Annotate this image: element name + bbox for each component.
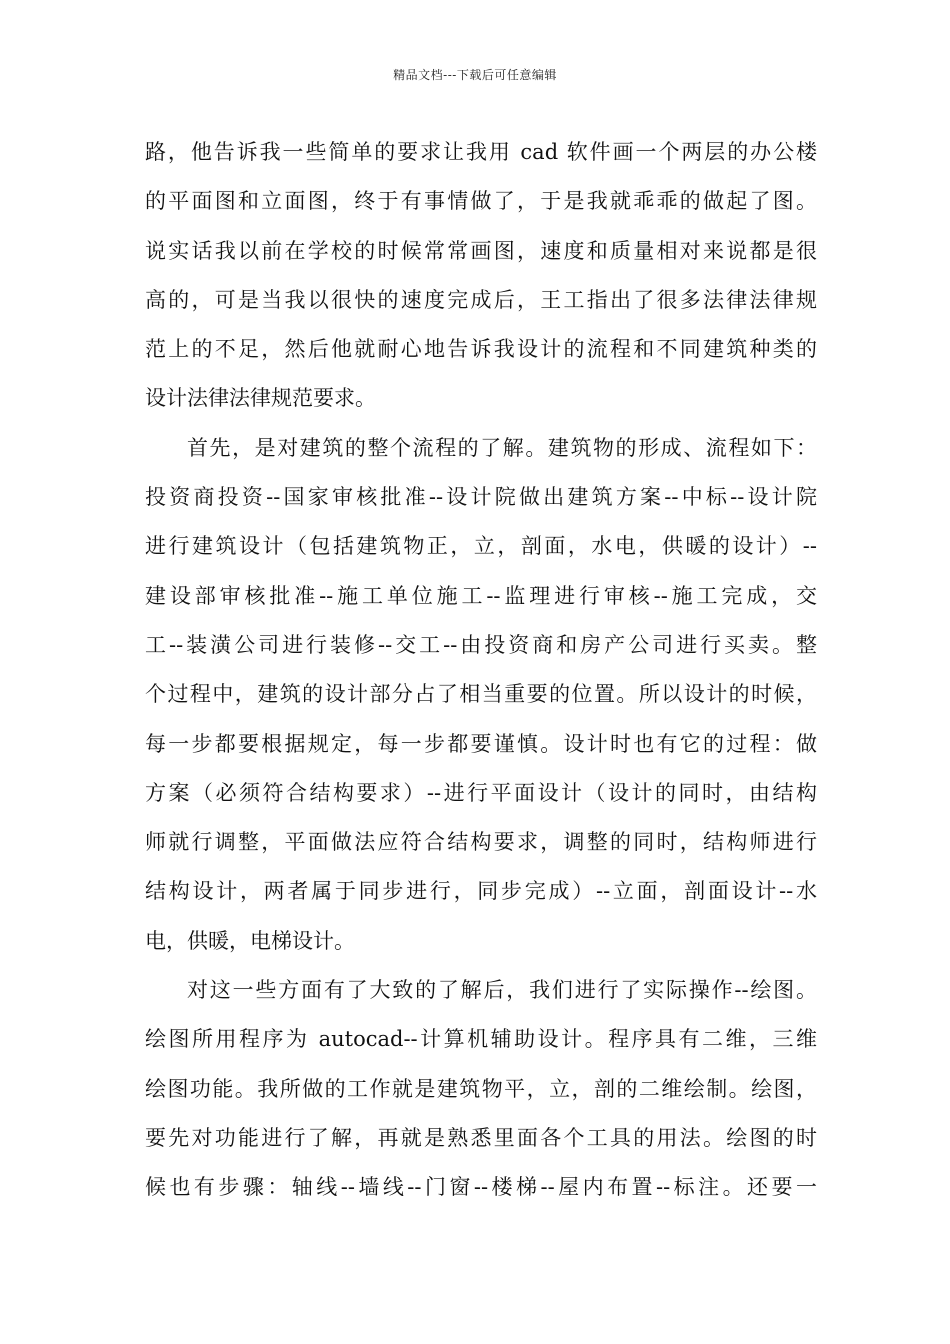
text-line: 进行建筑设计（包括建筑物正，立，剖面，水电，供暖的设计）-- bbox=[145, 534, 817, 559]
text-line: 电，供暖，电梯设计。 bbox=[145, 928, 355, 953]
text-line: 绘图功能。我所做的工作就是建筑物平，立，剖的二维绘制。绘图， bbox=[145, 1076, 817, 1101]
text-line: 绘图所用程序为 autocad--计算机辅助设计。程序具有二维，三维 bbox=[145, 1027, 817, 1052]
document-body bbox=[145, 128, 817, 1213]
text-line: 候也有步骤：轴线--墙线--门窗--楼梯--屋内布置--标注。还要一 bbox=[145, 1175, 817, 1200]
text-line: 师就行调整，平面做法应符合结构要求，调整的同时，结构师进行 bbox=[145, 830, 817, 855]
text-line: 建设部审核批准--施工单位施工--监理进行审核--施工完成，交 bbox=[145, 583, 817, 608]
text-line: 设计法律法律规范要求。 bbox=[145, 386, 376, 411]
text-line: 的平面图和立面图，终于有事情做了，于是我就乖乖的做起了图。 bbox=[145, 189, 817, 214]
text-line: 路，他告诉我一些简单的要求让我用 cad 软件画一个两层的办公楼 bbox=[145, 140, 817, 164]
text-line: 个过程中，建筑的设计部分占了相当重要的位置。所以设计的时候， bbox=[145, 682, 817, 707]
text-line: 说实话我以前在学校的时候常常画图，速度和质量相对来说都是很 bbox=[145, 238, 817, 263]
text-line: 高的，可是当我以很快的速度完成后，王工指出了很多法律法律规 bbox=[145, 287, 817, 312]
text-line: 首先，是对建筑的整个流程的了解。建筑物的形成、流程如下： bbox=[187, 435, 817, 460]
text-line: 范上的不足，然后他就耐心地告诉我设计的流程和不同建筑种类的 bbox=[145, 337, 817, 362]
page-header: 精品文档---下载后可任意编辑 bbox=[393, 68, 557, 82]
text-line: 每一步都要根据规定，每一步都要谨慎。设计时也有它的过程：做 bbox=[145, 731, 817, 756]
text-line: 要先对功能进行了解，再就是熟悉里面各个工具的用法。绘图的时 bbox=[145, 1125, 817, 1150]
text-line: 对这一些方面有了大致的了解后，我们进行了实际操作--绘图。 bbox=[187, 978, 817, 1003]
text-line: 工--装潢公司进行装修--交工--由投资商和房产公司进行买卖。整 bbox=[145, 632, 817, 657]
text-line: 结构设计，两者属于同步进行，同步完成）--立面，剖面设计--水 bbox=[145, 879, 817, 904]
text-line: 投资商投资--国家审核批准--设计院做出建筑方案--中标--设计院 bbox=[145, 485, 817, 510]
text-line: 方案（必须符合结构要求）--进行平面设计（设计的同时，由结构 bbox=[145, 780, 817, 805]
